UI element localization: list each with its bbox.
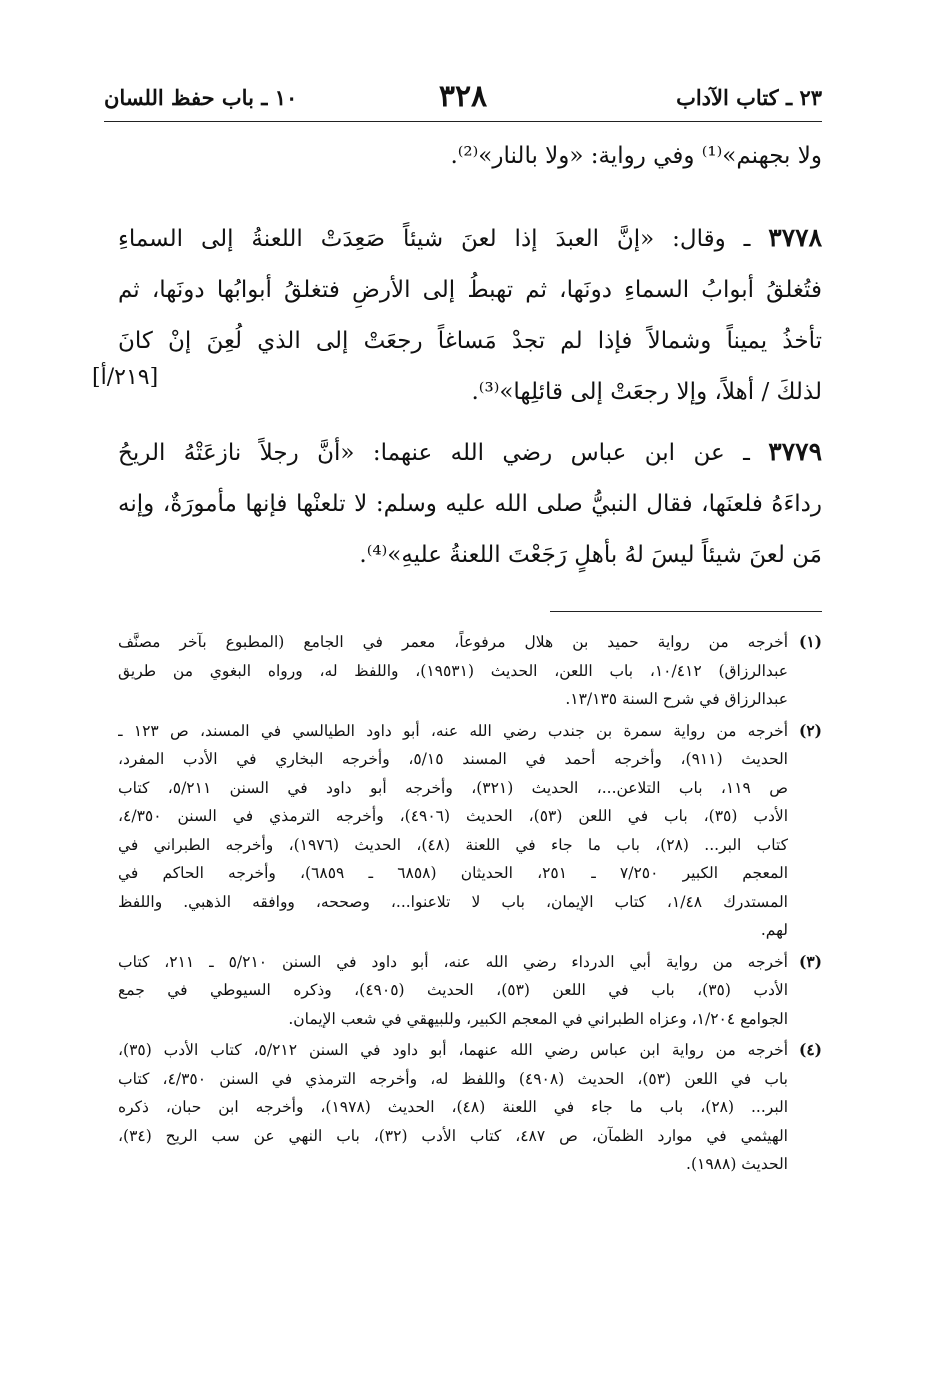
footnote-line: لهم.	[760, 921, 788, 939]
footnote-marker: (٤)	[798, 1040, 822, 1059]
hadith-line: رداءَهُ فلعنَها، فقال النبيُّ صلى الله عليه وسلم: لا تلعنْها فإنها مأمورَةٌ، وإنه	[118, 491, 822, 517]
book-title: ٢٣ ـ كتاب الآداب	[676, 85, 822, 110]
hadith-line: مَن لعنَ شيئاً ليسَ لهُ بأهلٍ رَجَعْتَ اللعنةُ عليهِ»⁽⁴⁾.	[359, 542, 822, 568]
footnote-line: كتاب البر... (٢٨)، باب ما جاء في اللعنة (٤٨)، الحديث (١٩٧٦)، وأخرجه الطبراني في	[118, 835, 788, 854]
hadith-number: ٣٧٧٨	[768, 223, 823, 252]
footnote-marker: (٢)	[798, 720, 822, 740]
footnote-marker: (١)	[798, 632, 822, 651]
footnote-1	[118, 628, 822, 714]
footnote-line: عبدالرزاق) ١٠/٤١٢، باب اللعن، الحديث (١٩٥٣١)، واللفظ له، ورواه البغوي من طريق	[118, 661, 788, 680]
chapter-title: ١٠ ـ باب حفظ اللسان	[104, 85, 298, 110]
footnote-line: الحديث (١٩٨٨).	[686, 1155, 788, 1173]
page-number: ٣٢٨	[438, 79, 488, 114]
hadith-text: ـ وقال: «إنَّ العبدَ إذا لعنَ شيئاً صَعِدَتْ اللعنةُ إلى السماءِ	[118, 226, 751, 252]
footnote-2	[118, 717, 822, 945]
hadith-line: لذلكَ / أهلاً، وإلا رجعَتْ إلى قائلِها»⁽³⁾.	[471, 379, 822, 405]
footnote-3	[118, 948, 822, 1034]
footnote-line: أخرجه من رواية ابن عباس رضي الله عنهما، أبو داود في السنن ٥/٢١٢، كتاب الأدب (٣٥)،	[118, 1041, 788, 1059]
running-header	[104, 80, 822, 120]
footnote-line: باب في اللعن (٥٣)، الحديث (٤٩٠٨) واللفظ له، وأخرجه الترمذي في السنن ٤/٣٥٠، كتاب	[118, 1069, 788, 1088]
footnote-line: البر... (٢٨)، باب ما جاء في اللعنة (٤٨)، الحديث (١٩٧٨)، وأخرجه ابن حبان، ذكره	[118, 1098, 788, 1116]
hadith-3779	[118, 426, 822, 581]
hadith-number: ٣٧٧٩	[768, 437, 822, 466]
footnote-line: أخرجه من رواية أبي الدرداء رضي الله عنه، أبو داود في السنن ٥/٢١٠ ـ ٢١١، كتاب	[118, 952, 788, 971]
manuscript-folio-reference: [٢١٩/أ]	[92, 365, 159, 390]
footnotes	[118, 628, 822, 1182]
footnote-line: الأدب (٣٥)، باب في اللعن (٥٣)، الحديث (٤٩٠٥)، وذكره السيوطي في جمع	[118, 981, 788, 999]
intro-line: ولا بجهنم»⁽¹⁾ وفي رواية: «ولا بالنار»⁽²⁾.	[450, 143, 822, 169]
footnote-line: الحديث (٩١١)، وأخرجه أحمد في المسند ٥/١٥، وأخرجه البخاري في الأدب المفرد،	[118, 750, 788, 768]
footnote-line: ص ١١٩، باب التلاعن...، الحديث (٣٢١)، وأخرجه أبو داود في السنن ٥/٢١١، كتاب	[118, 778, 788, 797]
footnote-line: المعجم الكبير ٧/٢٥٠ ـ ٢٥١، الحديثان (٦٨٥٨ ـ ٦٨٥٩)، وأخرجه الحاكم في	[118, 864, 788, 882]
footnote-marker: (٣)	[798, 951, 822, 971]
hadith-line	[118, 426, 822, 479]
hadith-line	[118, 212, 822, 265]
footnote-line: الهيثمي في موارد الظمآن، ص ٤٨٧، كتاب الأدب (٣٢)، باب النهي عن سب الريح (٣٤)،	[118, 1126, 788, 1145]
hadith-text: ـ عن ابن عباس رضي الله عنهما: «أنَّ رجلاً نازعَتْهُ الريحُ	[118, 440, 750, 466]
hadith-line: فتُغلقُ أبوابُ السماءِ دونَها، ثم تهبطُ إلى الأرضِ فتغلقُ أبوابُها دونَها، ثم	[118, 277, 822, 303]
hadith-line: تأخذُ يميناً وشمالاً فإذا لم تجدْ مَساغاً رجعَتْ إلى الذي لُعِنَ إنْ كانَ	[118, 328, 822, 354]
footnote-line: أخرجه من رواية حميد بن هلال مرفوعاً، معمر في الجامع (المطبوع بآخر مصنَّف	[118, 633, 788, 651]
footnote-line: الأدب (٣٥)، باب في اللعن (٥٣)، الحديث (٤٩٠٦)، وأخرجه الترمذي في السنن ٤/٣٥٠،	[118, 807, 788, 825]
footnote-divider	[550, 611, 822, 612]
footnote-line: المستدرك ١/٤٨، كتاب الإيمان، باب لا تلاعنوا...، وصححه، ووافقه الذهبي. واللفظ	[118, 892, 788, 911]
intro-paragraph	[118, 131, 822, 182]
footnote-line: عبدالرزاق في شرح السنة ١٣/١٣٥.	[565, 690, 788, 708]
hadith-3778	[118, 212, 822, 418]
header-divider	[104, 121, 822, 122]
footnote-4	[118, 1036, 822, 1179]
footnote-line: الجوامع ١/٢٠٤، وعزاه الطبراني في المعجم الكبير، وللبيهقي في شعب الإيمان.	[288, 1009, 788, 1028]
footnote-line: أخرجه من رواية سمرة بن جندب رضي الله عنه، أبو داود الطيالسي في المسند، ص ١٢٣ ـ	[118, 721, 788, 740]
